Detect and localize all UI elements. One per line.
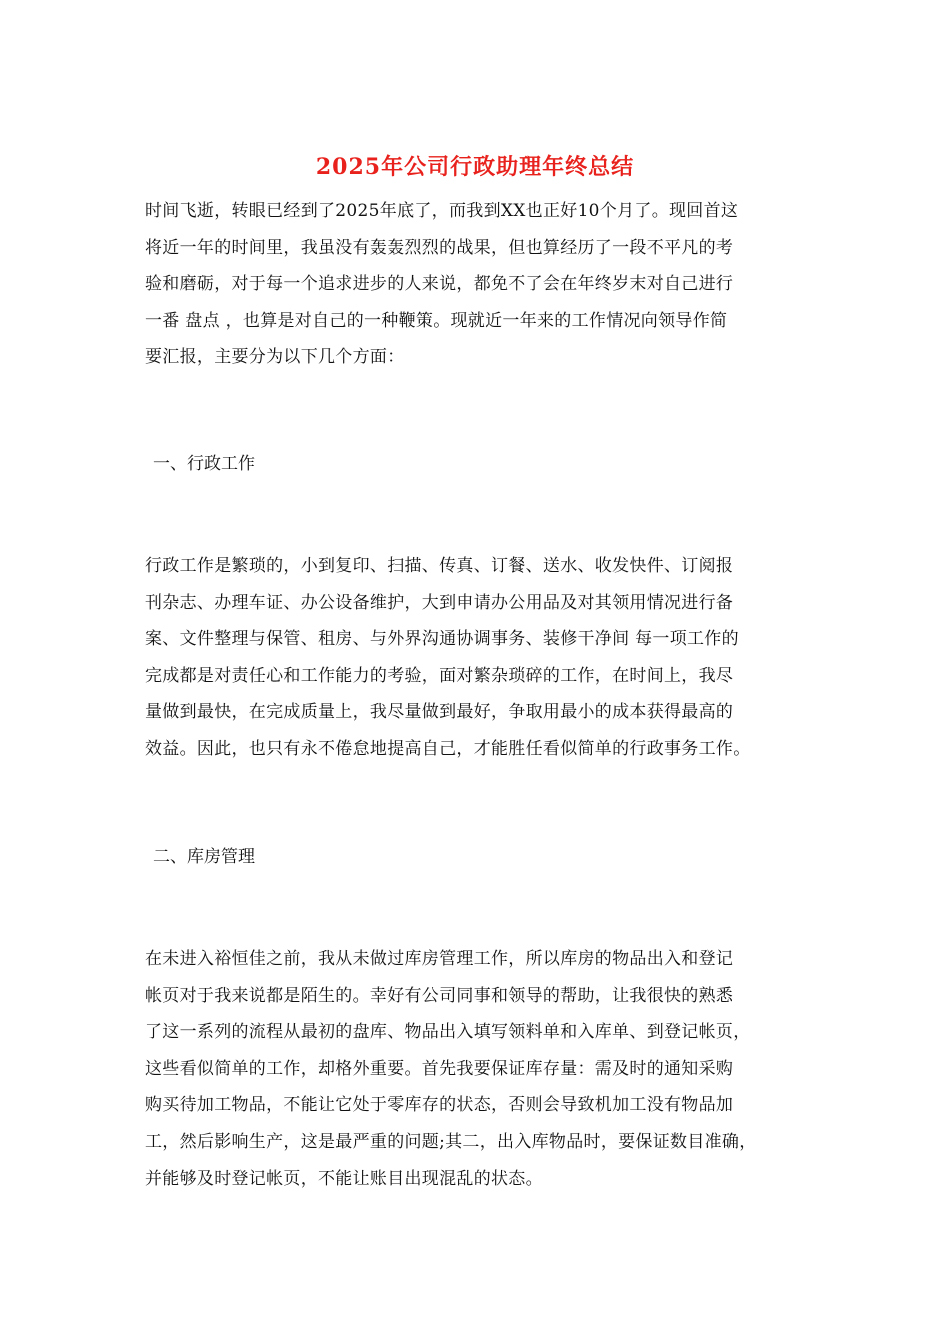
section2-paragraph [145,941,815,1197]
paragraph-line: 购买待加工物品，不能让它处于零库存的状态，否则会导致机加工没有物品加 [145,1095,734,1116]
paragraph-line: 刊杂志、办理车证、办公设备维护，大到申请办公用品及对其领用情况进行备 [145,592,734,613]
paragraph-line: 工，然后影响生产，这是最严重的问题;其二，出入库物品时，要保证数目准确， [145,1131,757,1152]
paragraph-line: 一番 盘点 ，也算是对自己的一种鞭策。现就近一年来的工作情况向领导作简 [145,310,728,331]
document-title: 2025年公司行政助理年终总结 [315,154,635,180]
section1-paragraph [145,548,815,768]
section-heading-admin: 一、行政工作 [153,454,255,474]
paragraph-line: 要汇报，主要分为以下几个方面： [145,347,405,368]
paragraph-line: 完成都是对责任心和工作能力的考验，面对繁杂琐碎的工作，在时间上，我尽 [145,665,734,686]
paragraph-line: 时间飞逝，转眼已经到了2025年底了，而我到XX也正好10个月了。现回首这 [145,201,739,221]
intro-paragraph [145,193,815,376]
paragraph-line: 并能够及时登记帐页，不能让账目出现混乱的状态。 [145,1168,543,1189]
paragraph-line: 行政工作是繁琐的，小到复印、扫描、传真、订餐、送水、收发快件、订阅报 [145,556,734,576]
paragraph-line: 案、文件整理与保管、租房、与外界沟通协调事务、装修干净间 每一项工作的 [145,629,739,650]
section-heading-warehouse: 二、库房管理 [153,847,255,867]
paragraph-line: 效益。因此，也只有永不倦怠地提高自己，才能胜任看似简单的行政事务工作。 [145,738,751,759]
paragraph-line: 将近一年的时间里，我虽没有轰轰烈烈的战果，但也算经历了一段不平凡的考 [145,237,734,258]
paragraph-line: 量做到最快，在完成质量上，我尽量做到最好，争取用最小的成本获得最高的 [145,702,734,723]
paragraph-line: 验和磨砺，对于每一个追求进步的人来说，都免不了会在年终岁末对自己进行 [145,274,734,295]
paragraph-line: 帐页对于我来说都是陌生的。幸好有公司同事和领导的帮助，让我很快的熟悉 [145,985,734,1006]
paragraph-line: 了这一系列的流程从最初的盘库、物品出入填写领料单和入库单、到登记帐页， [145,1022,751,1043]
paragraph-line: 这些看似简单的工作，却格外重要。首先我要保证库存量：需及时的通知采购 [145,1058,734,1079]
paragraph-line: 在未进入裕恒佳之前，我从未做过库房管理工作，所以库房的物品出入和登记 [145,949,734,969]
